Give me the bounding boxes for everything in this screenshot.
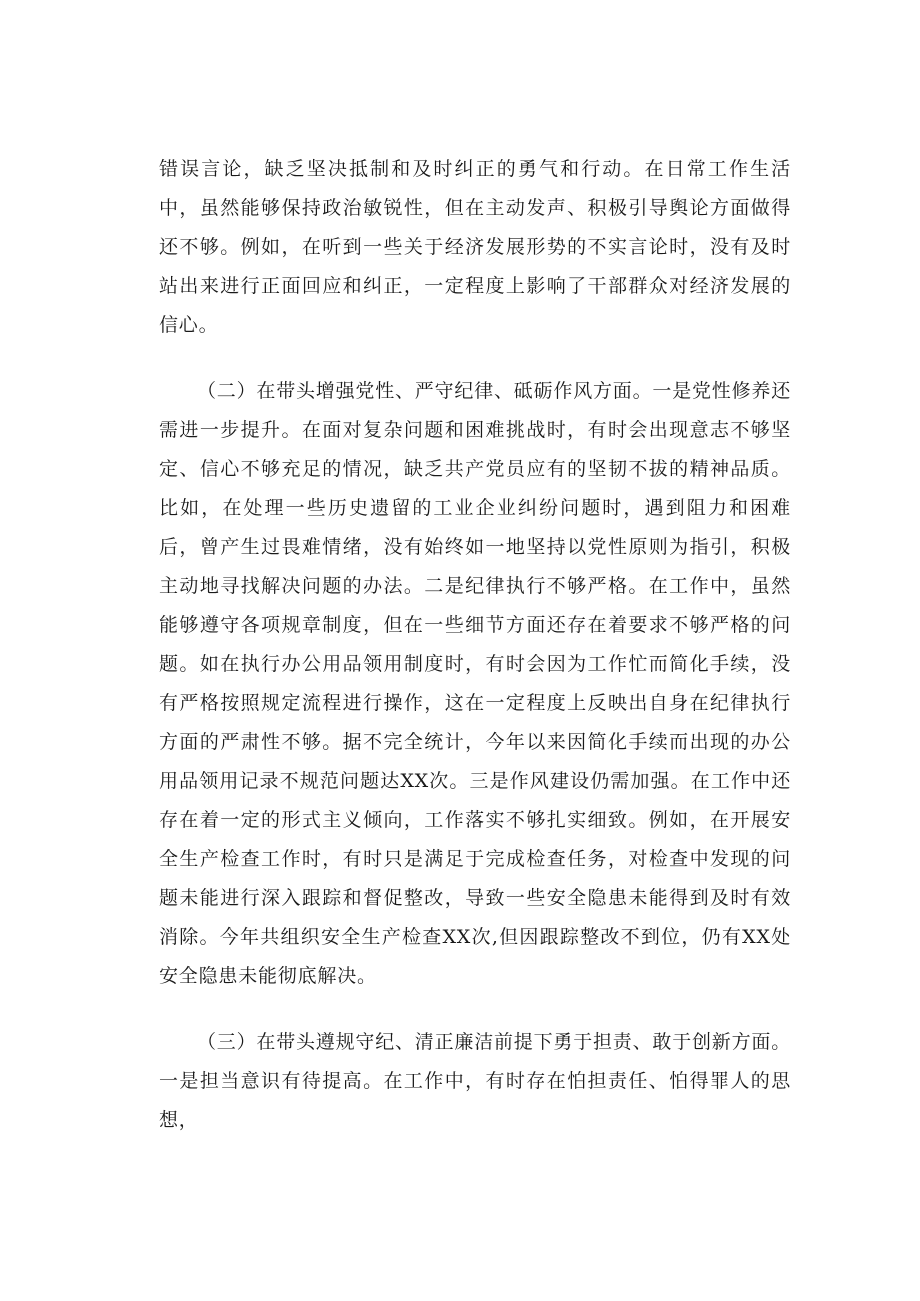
paragraph-section-three: （三）在带头遵规守纪、清正廉洁前提下勇于担责、敢于创新方面。一是担当意识有待提高。在工作中，有时存在怕担责任、怕得罪人的思想，	[159, 1031, 792, 1131]
paragraph-section-two: （二）在带头增强党性、严守纪律、砥砺作风方面。一是党性修养还需进一步提升。在面对复杂问题和困难挑战时，有时会出现意志不够坚定、信心不够充足的情况，缺乏共产党员应有的坚韧不拔的精神品质。比如，在处理一些历史遗留的工业企业纠纷问题时，遇到阻力和困难后，曾产生过畏难情绪，没有始终如一地坚持以党性原则为指引，积极主动地寻找解决问题的办法。二是纪律执行不够严格。在工作中，虽然能够遵守各项规章制度，但在一些细节方面还存在着要求不够严格的问题。如在执行办公用品领用制度时，有时会因为工作忙而简化手续，没有严格按照规定流程进行操作，这在一定程度上反映出自身在纪律执行方面的严肃性不够。据不完全统计，今年以来因简化手续而出现的办公用品领用记录不规范问题达XX次。三是作风建设仍需加强。在工作中还存在着一定的形式主义倾向，工作落实不够扎实细致。例如，在开展安全生产检查工作时，有时只是满足于完成检查任务，对检查中发现的问题未能进行深入跟踪和督促整改，导致一些安全隐患未能得到及时有效消除。今年共组织安全生产检查XX次,但因跟踪整改不到位，仍有XX处安全隐患未能彻底解决。	[159, 380, 792, 987]
paragraph-continuation: 错误言论，缺乏坚决抵制和及时纠正的勇气和行动。在日常工作生活中，虽然能够保持政治敏锐性，但在主动发声、积极引导舆论方面做得还不够。例如，在听到一些关于经济发展形势的不实言论时，没有及时站出来进行正面回应和纠正，一定程度上影响了干部群众对经济发展的信心。	[159, 158, 791, 336]
document-body	[159, 150, 791, 1140]
